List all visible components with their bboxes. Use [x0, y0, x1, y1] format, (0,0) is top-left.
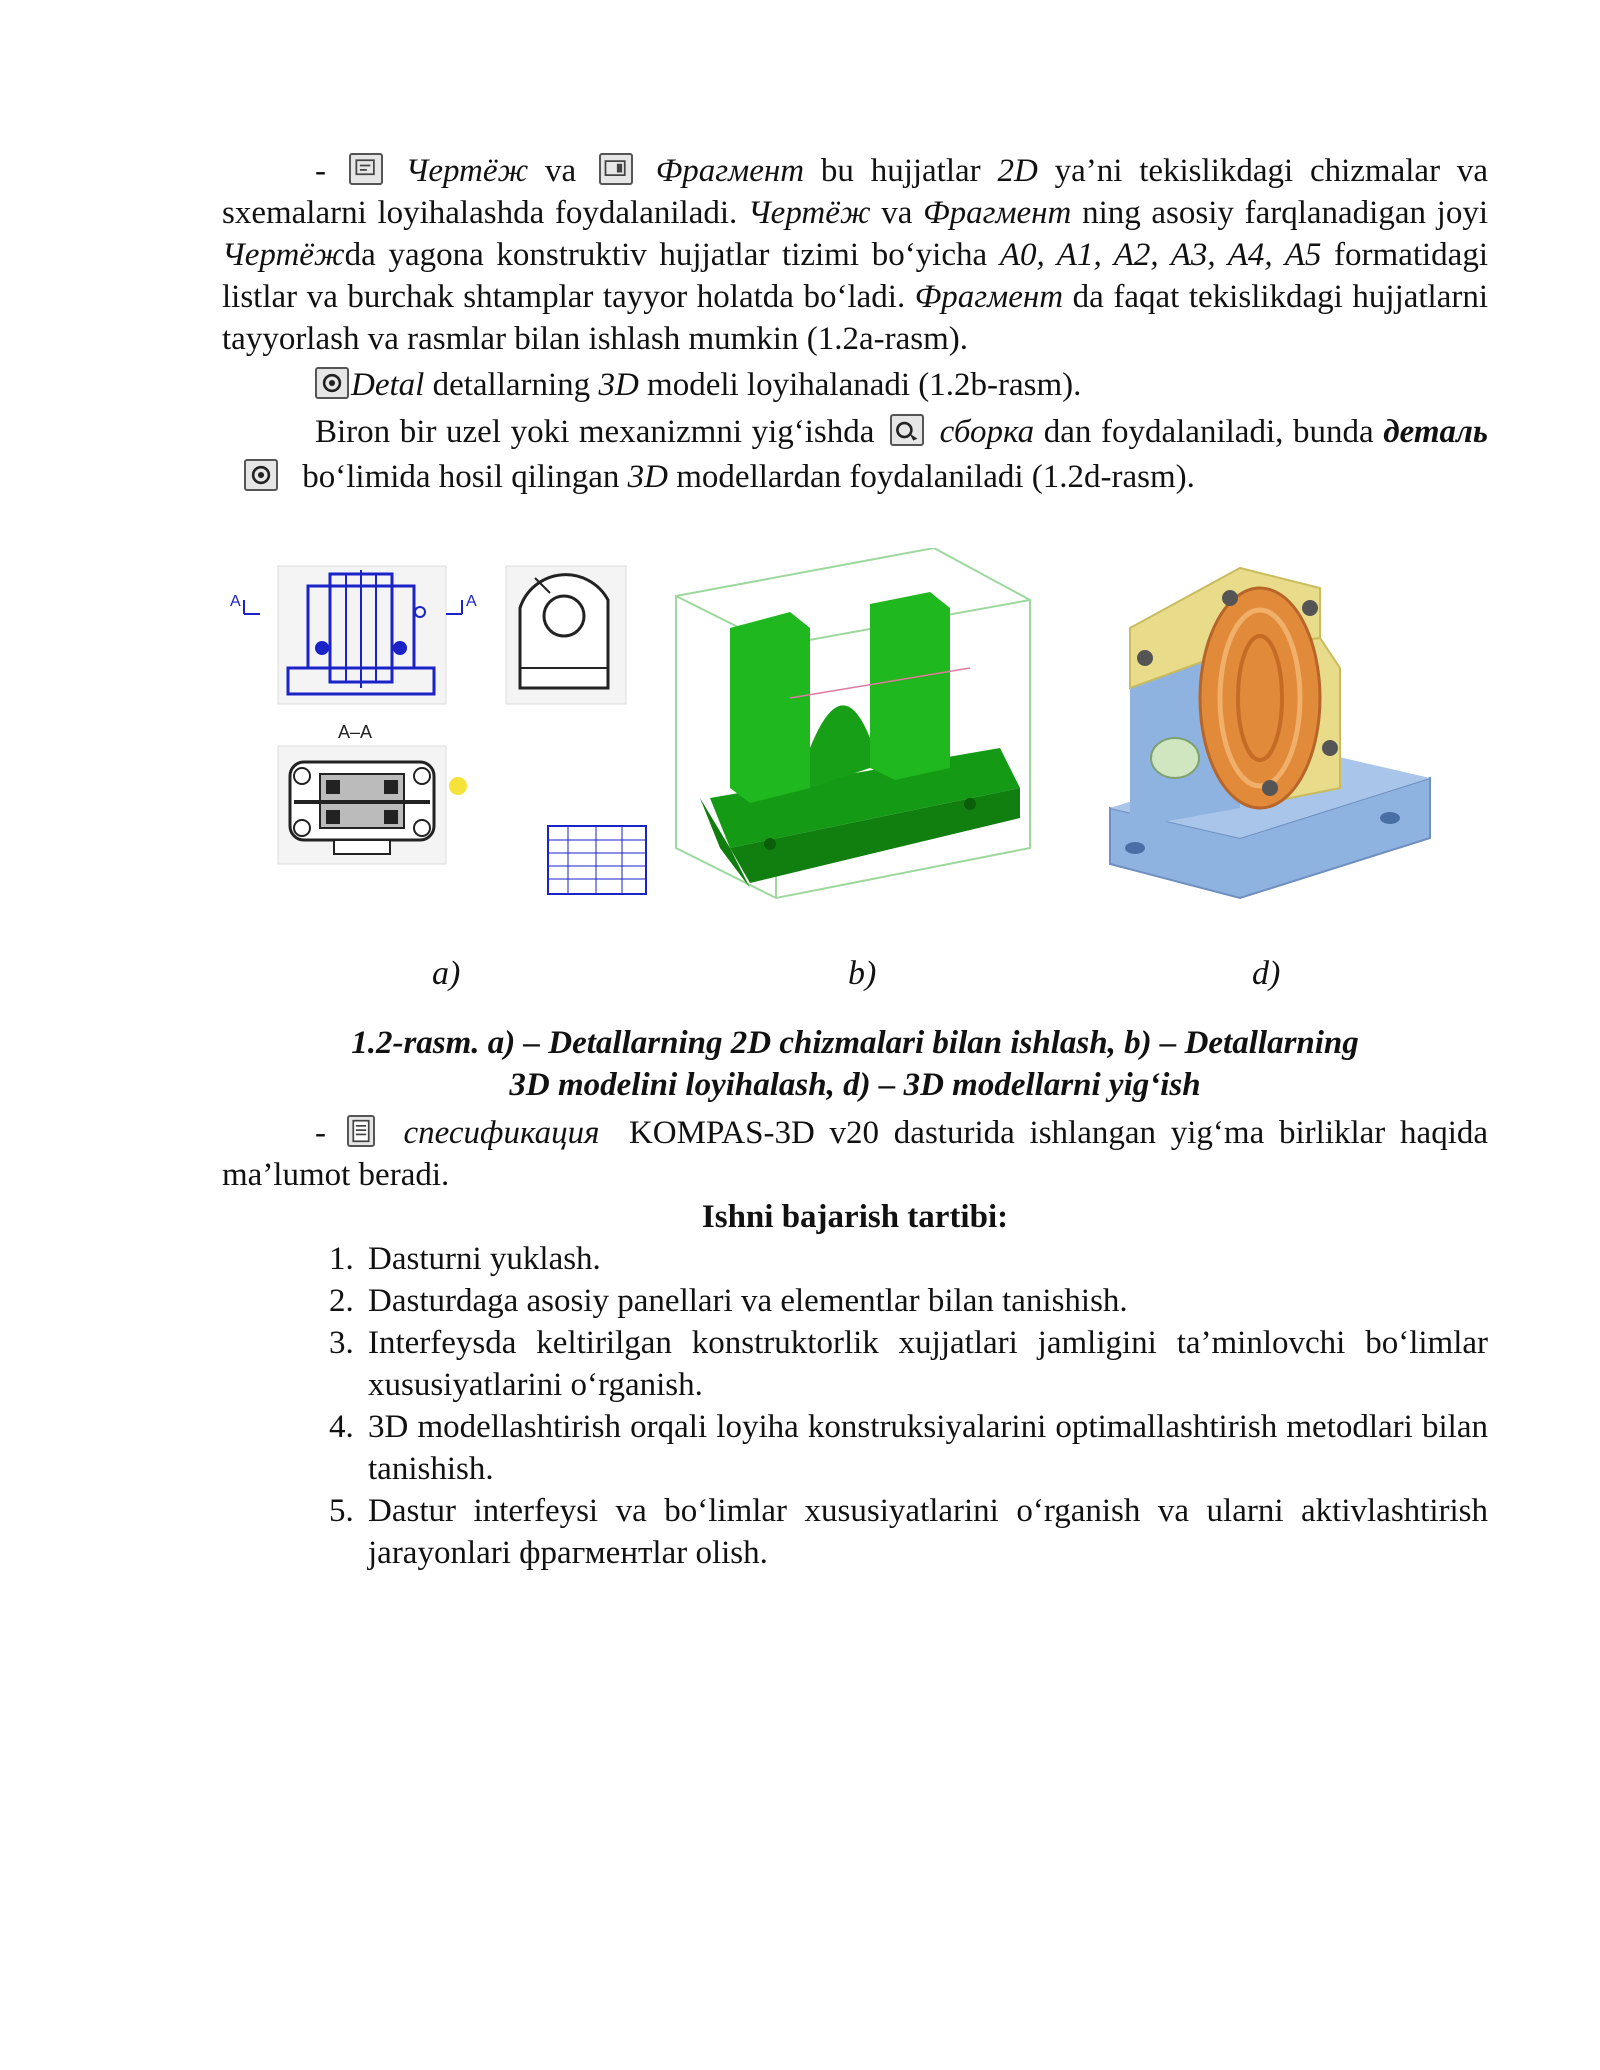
detail-icon: [244, 459, 278, 491]
specification-table: [548, 826, 646, 894]
2d-drawing-side-view: [506, 566, 626, 704]
specification-icon: [347, 1115, 375, 1147]
2d-drawing-front-view: [230, 566, 477, 704]
subfigure-label-d: d): [1252, 955, 1281, 992]
list-item: 2. Dasturdaga asosiy panellari va elementlar bilan tanishish.: [362, 1280, 1488, 1322]
body-text-top: [222, 150, 1488, 500]
detail-icon: [315, 367, 349, 399]
list-item: 3. Interfeysda keltirilgan konstruktorlik xujjatlari jamligini ta’minlovchi bo‘limlar xususiyatlarini o‘rganish.: [362, 1322, 1488, 1406]
section-heading: Ishni bajarish tartibi:: [701, 1199, 1009, 1235]
paragraph-specification: - спесификация KOMPAS-3D v20 dasturida ishlangan yig‘ma birliklar haqida ma’lumot beradi.: [222, 1115, 1489, 1193]
paragraph-detail: Detal detallarning 3D modeli loyihalanadi (1.2b-rasm).: [222, 364, 1488, 406]
cut-label-left: A: [230, 593, 241, 610]
subfigure-label-a: a): [432, 955, 461, 992]
subfigure-label-b: b): [848, 955, 877, 992]
3d-assembly: [1110, 568, 1430, 898]
list-item: 1. Dasturni yuklash.: [362, 1238, 1488, 1280]
body-text-bottom: [222, 1112, 1488, 1574]
section-label: A–A: [338, 722, 373, 742]
2d-drawing-section-view: [278, 722, 467, 864]
paragraph-assembly: Biron bir uzel yoki mexanizmni yig‘ishda сборка dan foydalaniladi, bunda деталь bo‘limida hosil qilingan 3D modellardan foydalaniladi (1.2d-rasm).: [222, 410, 1488, 500]
figure-1-2: [230, 548, 1470, 928]
cut-label-right: A: [466, 593, 477, 610]
list-item: 4. 3D modellashtirish orqali loyiha konstruksiyalarini optimallashtirish metodlari bilan tanishish.: [362, 1406, 1488, 1490]
figure-caption: 1.2-rasm. a) – Detallarning 2D chizmalari bilan ishlash, b) – Detallarning 3D modelini loyihalash, d) – 3D modellarni yig‘ish: [351, 1025, 1359, 1103]
list-item: 5. Dastur interfeysi va bo‘limlar xususiyatlarini o‘rganish va ularni aktivlashtirish jarayonlari фрагментlar olish.: [362, 1490, 1488, 1574]
paragraph-drawing-fragment: - Чертёж va Фрагмент bu hujjatlar 2D ya’ni tekislikdagi chizmalar va sxemalarni loyihalashda foydalaniladi. Чертёж va Фрагмент ning asosiy farqlanadigan joyi Чертёжda yagona konstruktiv hujjatlar tizimi bo‘yicha A0, A1, A2, A3, A4, A5 formatidagi listlar va burchak shtamplar tayyor holatda bo‘ladi. Фрагмент da faqat tekislikdagi hujjatlarni tayyorlash va rasmlar bilan ishlash mumkin (1.2a-rasm).: [222, 153, 1489, 357]
assembly-icon: [890, 414, 924, 446]
steps-list: [222, 1238, 1488, 1574]
fragment-icon: [599, 153, 633, 185]
drawing-icon: [349, 153, 383, 185]
3d-model-detail: [676, 548, 1030, 898]
